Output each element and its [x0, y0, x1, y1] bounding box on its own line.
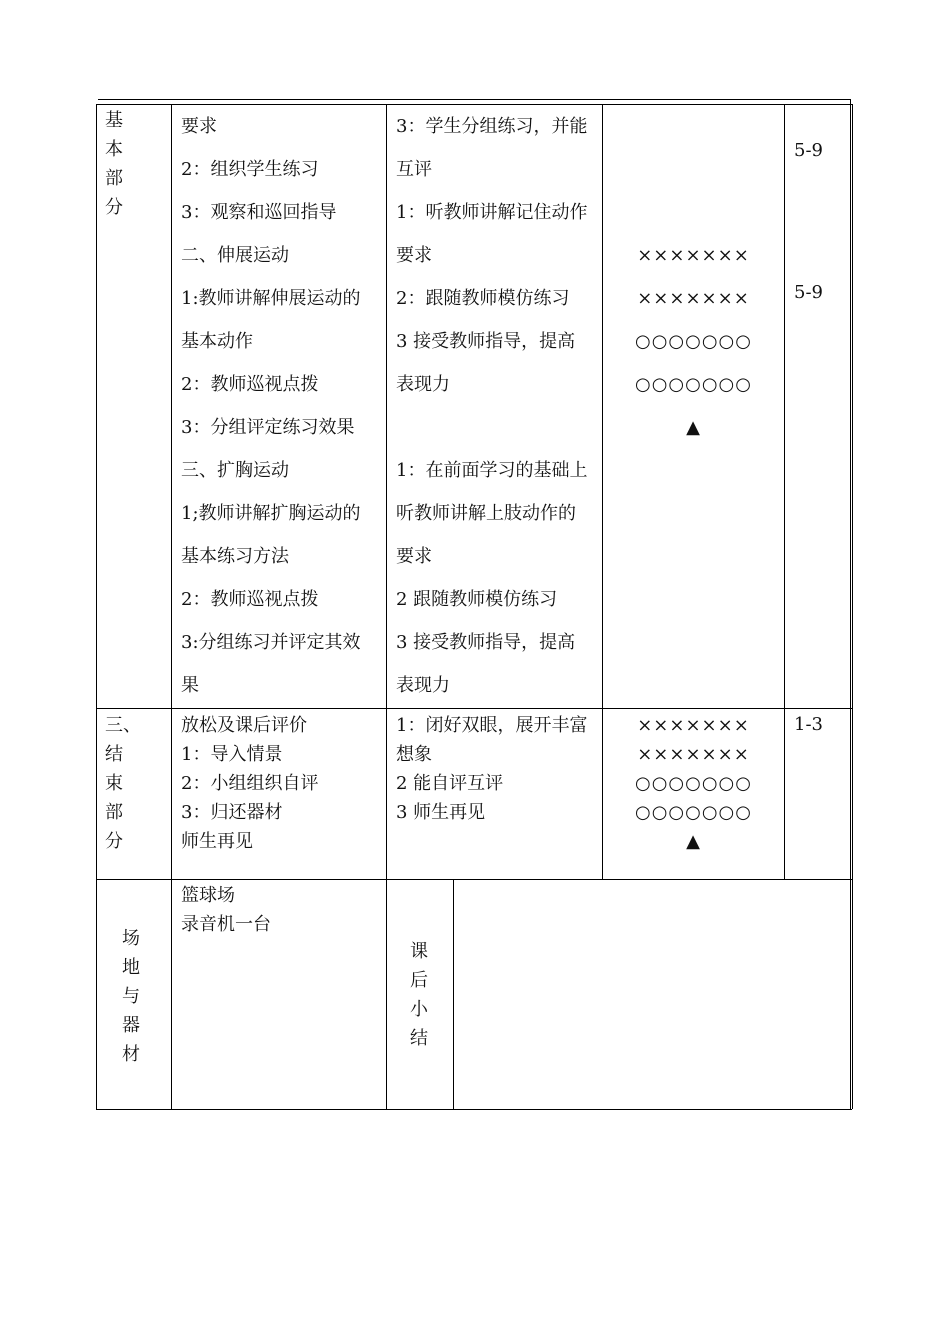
- list-item: 2：跟随教师模仿练习: [396, 288, 570, 309]
- table-right-border: [850, 99, 851, 1109]
- basic-formation-diagram: [603, 234, 784, 449]
- list-item: 基本动作: [181, 331, 253, 352]
- list-item: [396, 406, 587, 449]
- table-left-border: [96, 104, 97, 1109]
- list-item: 3：学生分组练习，并能: [396, 116, 588, 137]
- table-bottom-border: [96, 1109, 852, 1110]
- summary-label: 课 后 小 结: [410, 941, 428, 1049]
- list-item: 要求: [181, 116, 217, 137]
- formation-row-circle: ○○○○○○○: [635, 802, 752, 823]
- list-item: 3 接受教师指导，提高: [396, 331, 576, 352]
- venue-label: 场 地 与 器 材: [122, 928, 140, 1065]
- list-item: 三、扩胸运动: [181, 460, 289, 481]
- list-item: 表现力: [396, 374, 450, 395]
- table-right-border-outer: [852, 104, 853, 1109]
- formation-row-circle: ○○○○○○○: [635, 331, 752, 352]
- end-section-label: 三、 结 束 部 分: [105, 715, 141, 852]
- col-divider-summary: [453, 879, 454, 1109]
- formation-row-cross: ×××××××: [637, 245, 750, 266]
- top-rule: [98, 99, 850, 100]
- list-item: 1：导入情景: [181, 744, 283, 765]
- list-item: 想象: [396, 744, 432, 765]
- list-item: 要求: [396, 546, 432, 567]
- list-item: 3：归还器材: [181, 802, 283, 823]
- list-item: 果: [181, 675, 199, 696]
- end-teacher-activities: [181, 711, 318, 856]
- teacher-position-triangle: ▲: [686, 417, 701, 438]
- list-item: 师生再见: [181, 831, 253, 852]
- list-item: 3：分组评定练习效果: [181, 417, 355, 438]
- formation-row-cross: ×××××××: [637, 715, 750, 736]
- end-time: 1-3: [794, 714, 823, 735]
- basic-student-activities: [396, 105, 587, 707]
- summary-content[interactable]: [463, 885, 843, 1100]
- list-item: 二、伸展运动: [181, 245, 289, 266]
- list-item: 表现力: [396, 675, 450, 696]
- list-item: 2 跟随教师模仿练习: [396, 589, 558, 610]
- list-item: 录音机一台: [181, 914, 271, 935]
- formation-row-circle: ○○○○○○○: [635, 773, 752, 794]
- row-divider-basic-end: [96, 708, 852, 709]
- list-item: 听教师讲解上肢动作的: [396, 503, 576, 524]
- col-divider-4: [784, 104, 785, 879]
- list-item: 篮球场: [181, 885, 235, 906]
- col-divider-1: [171, 104, 172, 1109]
- end-student-activities: [396, 711, 587, 827]
- list-item: 3 接受教师指导，提高: [396, 632, 576, 653]
- formation-row-cross: ×××××××: [637, 744, 750, 765]
- formation-row-cross: ×××××××: [637, 288, 750, 309]
- row-divider-end-venue: [96, 879, 852, 880]
- list-item: 1：闭好双眼，展开丰富: [396, 715, 588, 736]
- list-item: 1;教师讲解扩胸运动的: [181, 503, 361, 524]
- basic-section-label: 基 本 部 分: [105, 110, 123, 218]
- end-formation-diagram: [603, 711, 784, 856]
- list-item: 2：教师巡视点拨: [181, 374, 319, 395]
- col-divider-2: [386, 104, 387, 1109]
- list-item: 3 师生再见: [396, 802, 486, 823]
- list-item: 基本练习方法: [181, 546, 289, 567]
- basic-time-2: 5-9: [794, 282, 823, 303]
- list-item: 互评: [396, 159, 432, 180]
- venue-items: [181, 881, 271, 939]
- list-item: 2：教师巡视点拨: [181, 589, 319, 610]
- basic-teacher-activities: [181, 105, 361, 707]
- list-item: 放松及课后评价: [181, 715, 307, 736]
- list-item: 2：组织学生练习: [181, 159, 319, 180]
- list-item: 1：在前面学习的基础上: [396, 460, 588, 481]
- list-item: 1：听教师讲解记住动作: [396, 202, 588, 223]
- basic-time-1: 5-9: [794, 140, 823, 161]
- list-item: 1:教师讲解伸展运动的: [181, 288, 361, 309]
- list-item: 要求: [396, 245, 432, 266]
- formation-row-circle: ○○○○○○○: [635, 374, 752, 395]
- teacher-position-triangle: ▲: [686, 831, 701, 852]
- list-item: 2：小组组织自评: [181, 773, 319, 794]
- list-item: 3：观察和巡回指导: [181, 202, 337, 223]
- list-item: 2 能自评互评: [396, 773, 504, 794]
- list-item: 3:分组练习并评定其效: [181, 632, 361, 653]
